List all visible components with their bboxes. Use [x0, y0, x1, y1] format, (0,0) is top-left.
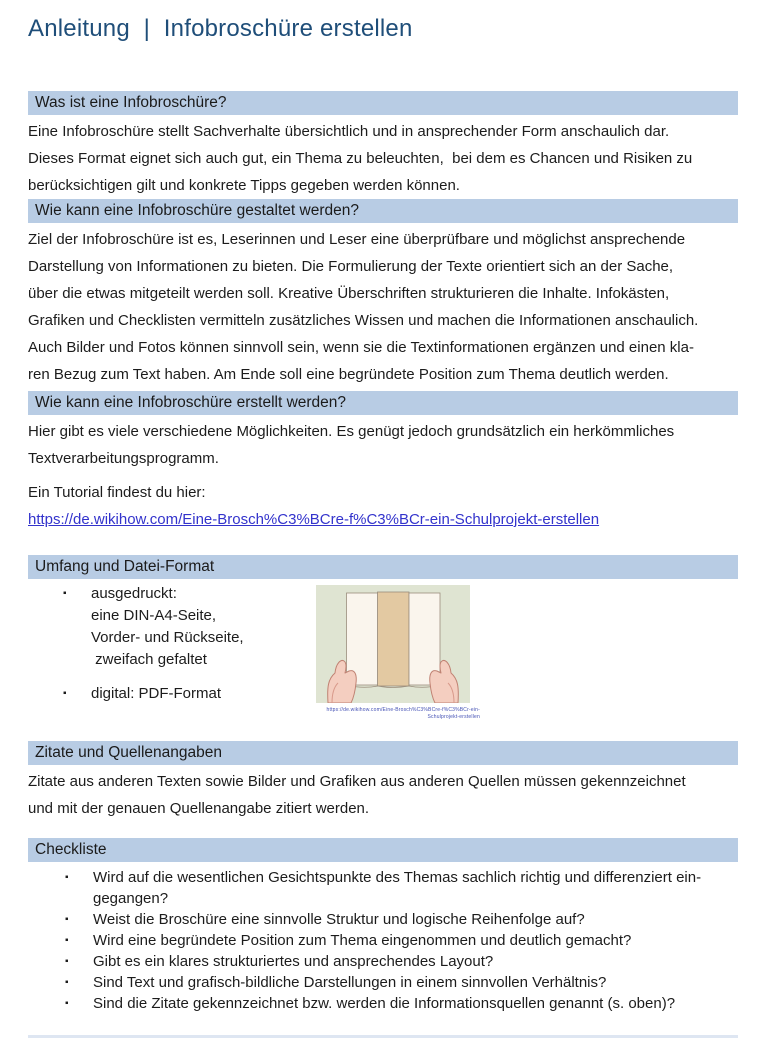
list-item-text: ausgedruckt:: [91, 585, 177, 602]
text-line: Eine Infobroschüre stellt Sachverhalte übersichtlich und in ansprechender Form anschaulich dar.: [28, 123, 670, 140]
bullet-icon: ▪: [65, 977, 69, 988]
text-line: Auch Bilder und Fotos können sinnvoll sein, wenn sie die Textinformationen ergänzen und einen kla-: [28, 339, 694, 356]
checklist-item: [28, 972, 752, 993]
figure-caption-line: https://de.wikihow.com/Eine-Brosch%C3%BCre-f%C3%BCr-ein-: [326, 707, 480, 713]
section-heading-create: Wie kann eine Infobroschüre erstellt werden?: [28, 391, 738, 415]
bullet-icon: ▪: [65, 998, 69, 1009]
bullet-icon: ▪: [65, 956, 69, 967]
checklist-item: [28, 951, 752, 972]
bullet-icon: ▪: [65, 872, 69, 883]
checklist-item-text: gegangen?: [93, 890, 169, 907]
list-item-text: Vorder- und Rückseite,: [91, 629, 244, 646]
section-heading-checklist: Checkliste: [28, 838, 738, 862]
text-line: und mit der genauen Quellenangabe zitiert werden.: [28, 800, 370, 817]
tutorial-link-row: [28, 506, 752, 533]
checklist-item: [28, 867, 752, 888]
checklist-item-text: Weist die Broschüre eine sinnvolle Struktur und logische Reihenfolge auf?: [93, 911, 585, 928]
paragraph-create: [28, 418, 752, 472]
checklist-item: [28, 993, 752, 1014]
figure-caption: [320, 707, 480, 721]
tutorial-link[interactable]: https://de.wikihow.com/Eine-Brosch%C3%BCre-f%C3%BCr-ein-Schulprojekt-erstellen: [28, 511, 600, 528]
section-heading-format: Umfang und Datei-Format: [28, 555, 738, 579]
text-line: Hier gibt es viele verschiedene Möglichkeiten. Es genügt jedoch grundsätzlich ein herkömmliches: [28, 423, 675, 440]
checklist-item: [28, 909, 752, 930]
bullet-icon: ▪: [65, 935, 69, 946]
text-line: Darstellung von Informationen zu bieten. Die Formulierung der Texte orientiert sich an der Sache,: [28, 258, 674, 275]
checklist-item-text: Wird eine begründete Position zum Thema eingenommen und deutlich gemacht?: [93, 932, 632, 949]
text-line: Grafiken und Checklisten vermitteln zusätzliches Wissen und machen die Informationen anschaulich.: [28, 312, 699, 329]
list-item-text: zweifach gefaltet: [91, 651, 207, 668]
text-line: Zitate aus anderen Texten sowie Bilder und Grafiken aus anderen Quellen müssen gekennzeichnet: [28, 773, 686, 790]
text-line: berücksichtigen gilt und konkrete Tipps gegeben werden können.: [28, 177, 460, 194]
section-heading-quotes: Zitate und Quellenangaben: [28, 741, 738, 765]
section-heading-what-is: Was ist eine Infobroschüre?: [28, 91, 738, 115]
text-line: Dieses Format eignet sich auch gut, ein Thema zu beleuchten, bei dem es Chancen und Risiken zu: [28, 150, 693, 167]
bullet-icon: ▪: [63, 688, 67, 699]
checklist-item-text: Gibt es ein klares strukturiertes und ansprechendes Layout?: [93, 953, 494, 970]
text-line: ren Bezug zum Text haben. Am Ende soll eine begründete Position zum Thema deutlich werden.: [28, 366, 669, 383]
paragraph-design: [28, 226, 752, 388]
checklist-item: [28, 888, 752, 909]
brochure-illustration: [316, 585, 470, 703]
text-line: über die etwas mitgeteilt werden soll. Kreative Überschriften strukturieren die Inhalte. Infokästen,: [28, 285, 670, 302]
bullet-icon: ▪: [63, 588, 67, 599]
list-item-text: eine DIN-A4-Seite,: [91, 607, 217, 624]
checklist-item-text: Sind Text und grafisch-bildliche Darstellungen in einem sinnvollen Verhältnis?: [93, 974, 607, 991]
format-section-content: [28, 583, 752, 727]
text-line: Textverarbeitungsprogramm.: [28, 450, 219, 467]
page-title: Anleitung | Infobroschüre erstellen: [28, 15, 413, 42]
page-bottom-divider: [28, 1035, 738, 1038]
checklist-item-text: Wird auf die wesentlichen Gesichtspunkte des Themas sachlich richtig und differenziert ein-: [93, 869, 702, 886]
list-item-text: digital: PDF-Format: [91, 685, 222, 702]
bullet-icon: ▪: [65, 914, 69, 925]
paragraph-quotes: [28, 768, 752, 822]
checklist: [28, 867, 752, 1014]
text-line: Ziel der Infobroschüre ist es, Leserinnen und Leser eine überprüfbare und möglichst ansprechende: [28, 231, 686, 248]
tutorial-label: Ein Tutorial findest du hier:: [28, 484, 206, 501]
checklist-item-text: Sind die Zitate gekennzeichnet bzw. werden die Informationsquellen genannt (s. oben)?: [93, 995, 676, 1012]
section-heading-design: Wie kann eine Infobroschüre gestaltet werden?: [28, 199, 738, 223]
paragraph-what-is: [28, 118, 752, 199]
checklist-item: [28, 930, 752, 951]
figure-caption-line: Schulprojekt-erstellen: [427, 714, 480, 720]
